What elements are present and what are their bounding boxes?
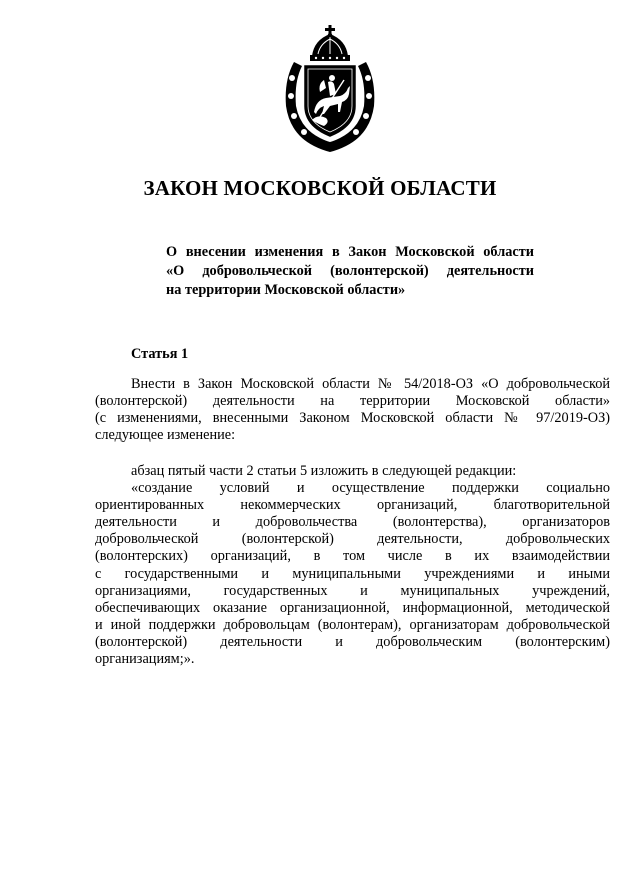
coat-of-arms-icon <box>278 22 382 154</box>
paragraph-line: (волонтерских) организаций, в том числе в их взаимодействии <box>95 548 610 565</box>
subtitle-line: О внесении изменения в Закон Московской области <box>166 244 534 260</box>
law-subtitle <box>166 243 534 300</box>
paragraph-line: (волонтерской) деятельности на территории Московской области» <box>95 393 610 410</box>
article-heading: Статья 1 <box>131 346 189 362</box>
paragraph-line: абзац пятый части 2 статьи 5 изложить в следующей редакции: <box>131 463 517 479</box>
paragraph-line: организациями, государственных и муниципальных учреждений, <box>95 582 610 599</box>
paragraph-line: ориентированных некоммерческих организаций, благотворительной <box>95 497 610 514</box>
paragraph-line: (волонтерской) деятельности и добровольческим (волонтерским) <box>95 633 610 650</box>
paragraph-line: Внести в Закон Московской области № 54/2018-ОЗ «О добровольческой <box>131 376 610 392</box>
crown-icon <box>310 25 350 61</box>
paragraph-line: следующее изменение: <box>95 427 236 444</box>
paragraph-line: добровольческой (волонтерской) деятельности, добровольческих <box>95 531 610 548</box>
paragraph-line: (с изменениями, внесенными Законом Московской области № 97/2019-ОЗ) <box>95 410 610 427</box>
article-paragraph-1 <box>95 376 610 444</box>
subtitle-line: «О добровольческой (волонтерской) деятельности <box>166 263 534 279</box>
article-paragraph-2 <box>95 463 610 668</box>
paragraph-line: «создание условий и осуществление поддержки социально <box>131 480 610 497</box>
paragraph-line: и иной поддержки добровольцам (волонтерам), организаторам добровольческой <box>95 616 610 633</box>
paragraph-line: обеспечивающих оказание организационной, информационной, методической <box>95 599 610 616</box>
subtitle-line: на территории Московской области» <box>166 282 406 298</box>
paragraph-line: деятельности и добровольчества (волонтерства), организаторов <box>95 514 610 531</box>
law-title: ЗАКОН МОСКОВСКОЙ ОБЛАСТИ <box>143 176 497 200</box>
paragraph-line: с государственными и муниципальными учреждениями и иными <box>95 565 610 582</box>
paragraph-line: организациям;». <box>95 651 195 668</box>
